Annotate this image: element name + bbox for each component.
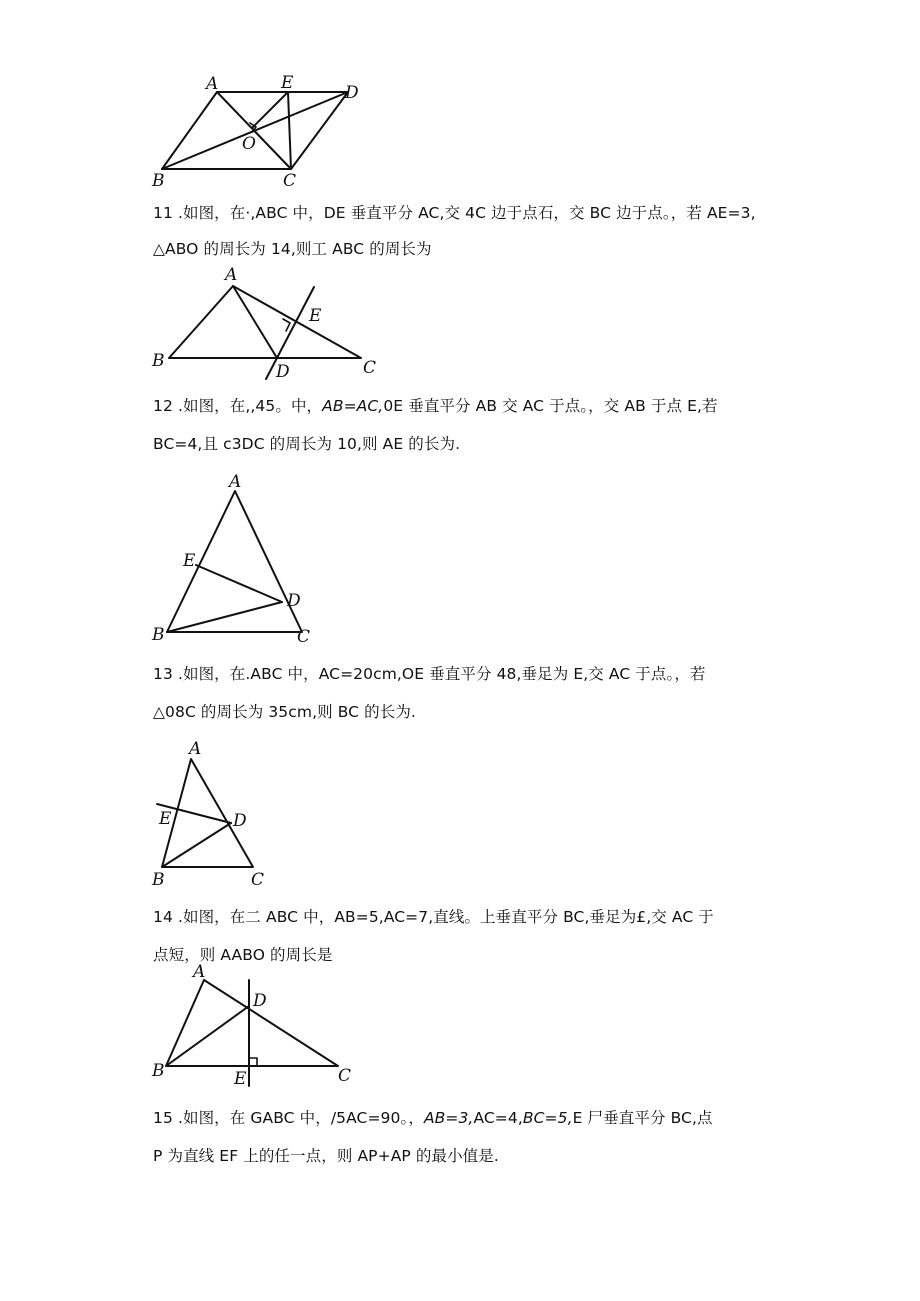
question-15-text-b: AB=3, — [423, 1109, 474, 1127]
vertex-label-c: C — [283, 171, 297, 191]
figure-triangle-vertical-bisector — [145, 962, 360, 1092]
vertex-label-a: A — [229, 472, 242, 492]
question-15-line-1 — [153, 1108, 713, 1128]
question-15-line-2: P 为直线 EF 上的任一点，则 AP+AP 的最小值是. — [153, 1147, 499, 1165]
vertex-label-e: E — [159, 809, 172, 829]
vertex-label-d: D — [276, 362, 290, 382]
question-12-text-a: 12 .如图，在,,45。中， — [153, 397, 323, 415]
question-14-line-1: 14 .如图，在二 ABC 中，AB=5,AC=7,直线。上垂直平分 BC,垂足为£,交 AC 于 — [153, 908, 714, 926]
vertex-label-b: B — [152, 625, 165, 645]
question-13 — [153, 664, 706, 722]
question-15-text-e: E 尸垂直平分 BC,点 — [572, 1109, 713, 1127]
vertex-label-e: E — [234, 1069, 247, 1089]
question-15-text-a: 15 .如图，在 GABC 中，/5AC=90。， — [153, 1109, 424, 1127]
vertex-label-d: D — [253, 991, 267, 1011]
vertex-label-d: D — [233, 811, 247, 831]
figure-parallelogram — [140, 70, 380, 195]
question-14 — [153, 907, 714, 965]
figure-triangle-bisector-2 — [145, 737, 275, 892]
vertex-label-c: C — [251, 870, 265, 890]
question-15-text-c: AC=4, — [473, 1109, 523, 1127]
vertex-label-a: A — [193, 962, 206, 982]
vertex-label-o: O — [242, 134, 256, 154]
figure-triangle-bisector-1 — [145, 265, 395, 385]
vertex-label-e: E — [281, 73, 294, 93]
vertex-label-a: A — [206, 74, 219, 94]
figure-isosceles-triangle — [145, 472, 335, 647]
vertex-label-b: B — [152, 1061, 165, 1081]
question-11-line-1: 11 .如图，在·,ABC 中，DE 垂直平分 AC,交 4C 边于点石，交 BC 边于点。，若 AE=3, — [153, 204, 756, 222]
question-13-line-2: △08C 的周长为 35cm,则 BC 的长为. — [153, 703, 416, 721]
vertex-label-d: D — [287, 591, 301, 611]
question-12-text-b: AB=AC, — [322, 397, 384, 415]
vertex-label-c: C — [338, 1066, 352, 1086]
vertex-label-c: C — [297, 627, 311, 647]
question-15-text-d: BC=5, — [522, 1109, 573, 1127]
vertex-label-b: B — [152, 171, 165, 191]
question-12 — [153, 396, 718, 454]
question-11-line-2: △ABO 的周长为 14,则工 ABC 的周长为 — [153, 240, 432, 258]
vertex-label-b: B — [152, 870, 165, 890]
vertex-label-e: E — [309, 306, 322, 326]
question-12-line-1 — [153, 396, 718, 416]
vertex-label-d: D — [345, 83, 359, 103]
question-12-text-c: 0E 垂直平分 AB 交 AC 于点。，交 AB 于点 E,若 — [383, 397, 718, 415]
question-11 — [153, 203, 756, 259]
question-15 — [153, 1108, 713, 1166]
question-13-line-1: 13 .如图，在.ABC 中，AC=20cm,OE 垂直平分 48,垂足为 E,交 AC 于点。，若 — [153, 665, 706, 683]
vertex-label-a: A — [189, 739, 202, 759]
question-12-line-2: BC=4,且 c3DC 的周长为 10,则 AE 的长为. — [153, 435, 461, 453]
vertex-label-c: C — [363, 358, 377, 378]
vertex-label-a: A — [225, 265, 238, 285]
question-14-line-2: 点短，则 AABO 的周长是 — [153, 946, 333, 964]
vertex-label-b: B — [152, 351, 165, 371]
vertex-label-e: E — [183, 551, 196, 571]
